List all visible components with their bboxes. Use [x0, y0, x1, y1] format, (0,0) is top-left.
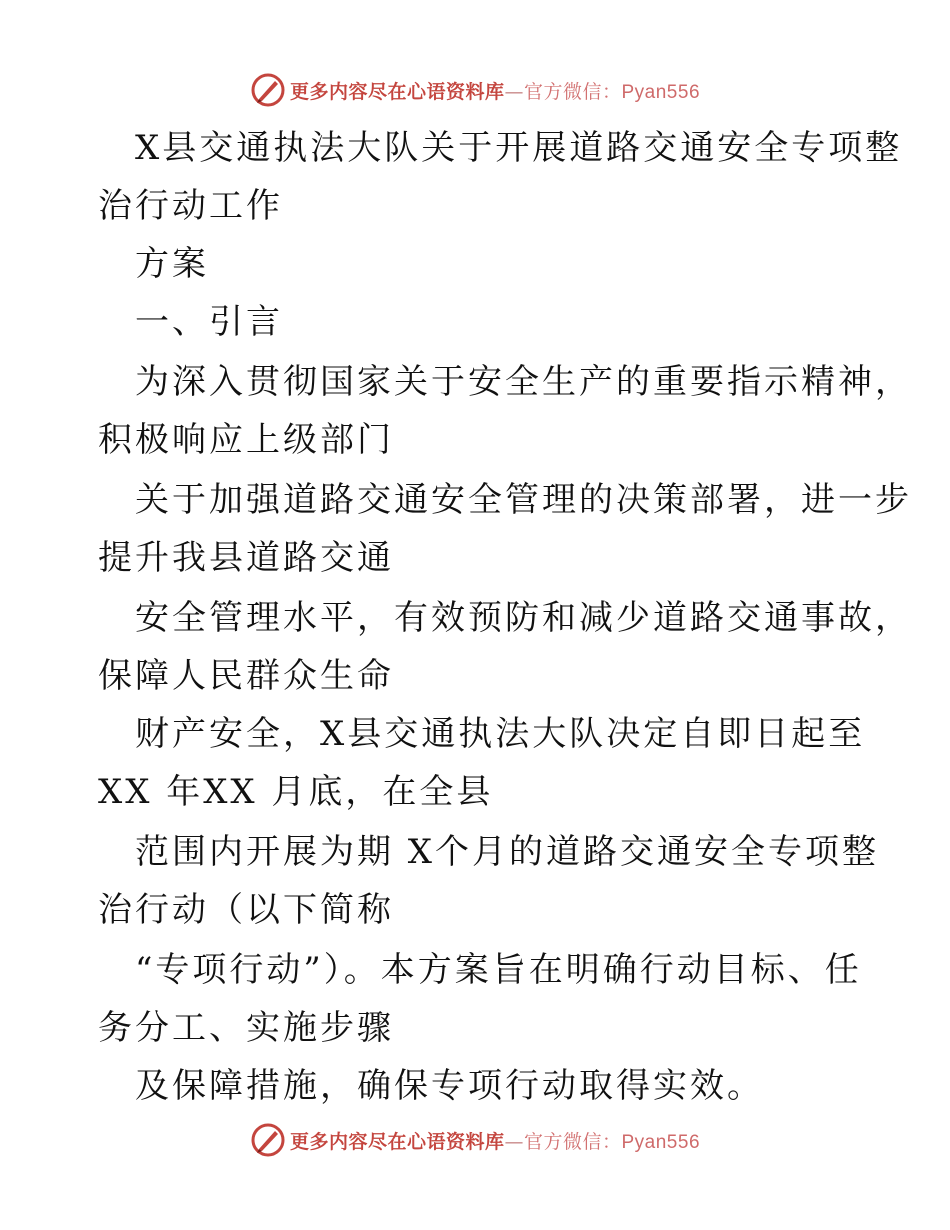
doc-line: 积极响应上级部门 [98, 420, 394, 460]
watermark-main: 更多内容尽在心语资料库 [289, 1130, 505, 1153]
watermark-main: 更多内容尽在心语资料库 [289, 80, 505, 103]
doc-line: X县交通执法大队关于开展道路交通安全专项整 [135, 128, 903, 168]
watermark-label: 官方微信： [523, 80, 622, 103]
doc-line: 保障人民群众生命 [98, 656, 394, 696]
doc-line: 务分工、实施步骤 [98, 1008, 394, 1048]
doc-line: 及保障措施，确保专项行动取得实效。 [135, 1066, 764, 1106]
doc-line: “专项行动”）。本方案旨在明确行动目标、任 [135, 950, 862, 990]
footer-watermark [0, 1120, 950, 1160]
doc-line: 提升我县道路交通 [98, 538, 394, 578]
doc-line: 治行动工作 [98, 186, 283, 226]
doc-line: 方案 [135, 244, 209, 284]
pen-logo-icon [250, 72, 286, 108]
watermark-separator: — [504, 80, 524, 103]
pen-logo-icon [250, 1122, 286, 1158]
doc-line: 关于加强道路交通安全管理的决策部署，进一步 [135, 480, 912, 520]
doc-line: XX 年XX 月底，在全县 [98, 772, 494, 812]
doc-line: 一、引言 [135, 302, 283, 342]
watermark-label: 官方微信： [523, 1130, 622, 1153]
header-watermark [0, 70, 950, 110]
watermark-text [290, 77, 700, 104]
watermark-id: Pyan556 [621, 81, 701, 103]
doc-line: 安全管理水平，有效预防和减少道路交通事故， [135, 598, 912, 638]
doc-line: 治行动（以下简称 [98, 890, 394, 930]
watermark-id: Pyan556 [621, 1131, 701, 1153]
watermark-text [290, 1127, 700, 1154]
watermark-separator: — [504, 1130, 524, 1153]
doc-line: 为深入贯彻国家关于安全生产的重要指示精神， [135, 362, 912, 402]
doc-line: 财产安全，X县交通执法大队决定自即日起至 [135, 714, 866, 754]
doc-line: 范围内开展为期 X个月的道路交通安全专项整 [135, 832, 880, 872]
